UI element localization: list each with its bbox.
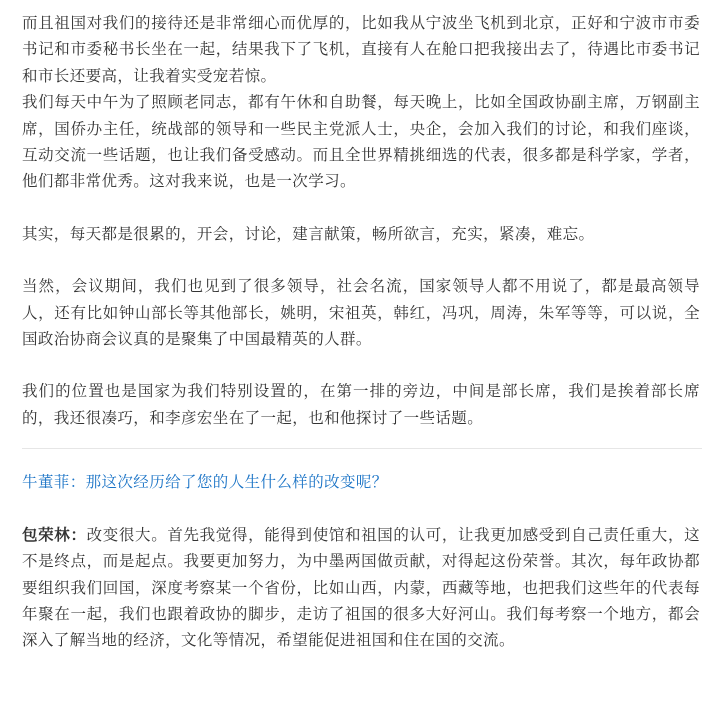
interview-answer [22, 522, 700, 654]
answer-speaker-name: 包荣林： [22, 525, 87, 544]
paragraph-seating: 我们的位置也是国家为我们特别设置的，在第一排的旁边，中间是部长席，我们是挨着部长席的，我还很凑巧，和李彦宏坐在了一起，也和他探讨了一些话题。 [22, 382, 700, 427]
paragraph-gap [22, 496, 700, 522]
paragraph-meeting-leaders: 当然，会议期间，我们也见到了很多领导，社会名流，国家领导人都不用说了，都是最高领导人，还有比如钟山部长等其他部长，姚明，宋祖英，韩红，冯巩，周涛，朱军等等，可以说，全国政治协商会议真的是聚集了中国最精英的人群。 [22, 277, 700, 349]
paragraph-daily-schedule: 我们每天中午为了照顾老同志，都有午休和自助餐，每天晚上，比如全国政协副主席，万钢副主席，国侨办主任，统战部的领导和一些民主党派人士，央企，会加入我们的讨论，和我们座谈，互动交流一些话题，也让我们备受感动。而且全世界精挑细选的代表，很多都是科学家，学者，他们都非常优秀。这对我来说，也是一次学习。 [22, 93, 700, 191]
paragraph-gap [22, 195, 700, 221]
answer-text: 改变很大。首先我觉得，能得到使馆和祖国的认可，让我更加感受到自己责任重大，这不是终点，而是起点。我要更加努力，为中墨两国做贡献，对得起这份荣誉。其次，每年政协都要组织我们回国，深度考察某一个省份，比如山西，内蒙，西藏等地，也把我们这些年的代表每年聚在一起，我们也跟着政协的脚步，走访了祖国的很多大好河山。我们每考察一个地方，都会深入了解当地的经济，文化等情况，希望能促进祖国和住在国的交流。 [22, 525, 701, 650]
section-divider [22, 448, 702, 449]
paragraph-busy-days: 其实，每天都是很累的，开会，讨论，建言献策，畅所欲言，充实，紧凑，难忘。 [22, 224, 595, 243]
paragraph-gap [22, 247, 700, 273]
paragraph-reception: 而且祖国对我们的接待还是非常细心而优厚的，比如我从宁波坐飞机到北京，正好和宁波市市委书记和市委秘书长坐在一起，结果我下了飞机，直接有人在舱口把我接出去了，待遇比市委书记和市长还要高，让我着实受宠若惊。 [22, 14, 700, 85]
paragraph-gap [22, 352, 700, 378]
interview-question: 牛董菲：那这次经历给了您的人生什么样的改变呢？ [22, 473, 388, 492]
